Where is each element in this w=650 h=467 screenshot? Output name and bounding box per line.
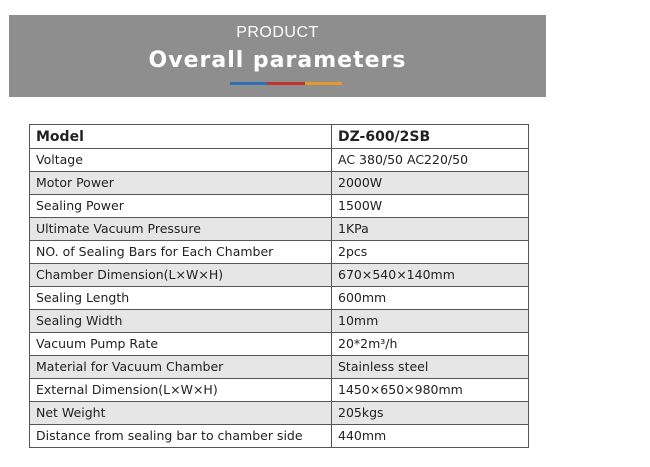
row-value: 2pcs	[332, 241, 529, 264]
table-row	[30, 379, 529, 402]
row-value: 10mm	[332, 310, 529, 333]
row-value: 1450×650×980mm	[332, 379, 529, 402]
row-label: Motor Power	[30, 172, 332, 195]
table-row	[30, 402, 529, 425]
header-value: DZ-600/2SB	[332, 125, 529, 149]
row-value: 440mm	[332, 425, 529, 448]
accent-bar-red	[267, 82, 305, 85]
table-row	[30, 195, 529, 218]
row-value: 20*2m³/h	[332, 333, 529, 356]
row-label: Voltage	[30, 149, 332, 172]
table-row	[30, 149, 529, 172]
section-banner	[9, 15, 546, 97]
parameters-table	[29, 124, 529, 448]
table-row	[30, 356, 529, 379]
row-value: 205kgs	[332, 402, 529, 425]
table-row	[30, 172, 529, 195]
row-label: NO. of Sealing Bars for Each Chamber	[30, 241, 332, 264]
row-value: 670×540×140mm	[332, 264, 529, 287]
row-label: Vacuum Pump Rate	[30, 333, 332, 356]
row-value: 1500W	[332, 195, 529, 218]
banner-subtitle: PRODUCT	[236, 24, 319, 41]
row-value: AC 380/50 AC220/50	[332, 149, 529, 172]
table-row	[30, 333, 529, 356]
row-label: External Dimension(L×W×H)	[30, 379, 332, 402]
table-header-row	[30, 125, 529, 149]
row-label: Sealing Power	[30, 195, 332, 218]
row-value: Stainless steel	[332, 356, 529, 379]
accent-bar-orange	[305, 82, 342, 85]
table-row	[30, 310, 529, 333]
row-label: Ultimate Vacuum Pressure	[30, 218, 332, 241]
row-value: 600mm	[332, 287, 529, 310]
row-label: Chamber Dimension(L×W×H)	[30, 264, 332, 287]
row-value: 1KPa	[332, 218, 529, 241]
accent-bar-blue	[230, 82, 267, 85]
row-label: Distance from sealing bar to chamber side	[30, 425, 332, 448]
header-label: Model	[30, 125, 332, 149]
table-row	[30, 287, 529, 310]
row-value: 2000W	[332, 172, 529, 195]
row-label: Net Weight	[30, 402, 332, 425]
row-label: Sealing Width	[30, 310, 332, 333]
table-row	[30, 218, 529, 241]
table-row	[30, 241, 529, 264]
row-label: Sealing Length	[30, 287, 332, 310]
row-label: Material for Vacuum Chamber	[30, 356, 332, 379]
table-row	[30, 264, 529, 287]
table-row	[30, 425, 529, 448]
banner-title: Overall parameters	[148, 48, 407, 73]
